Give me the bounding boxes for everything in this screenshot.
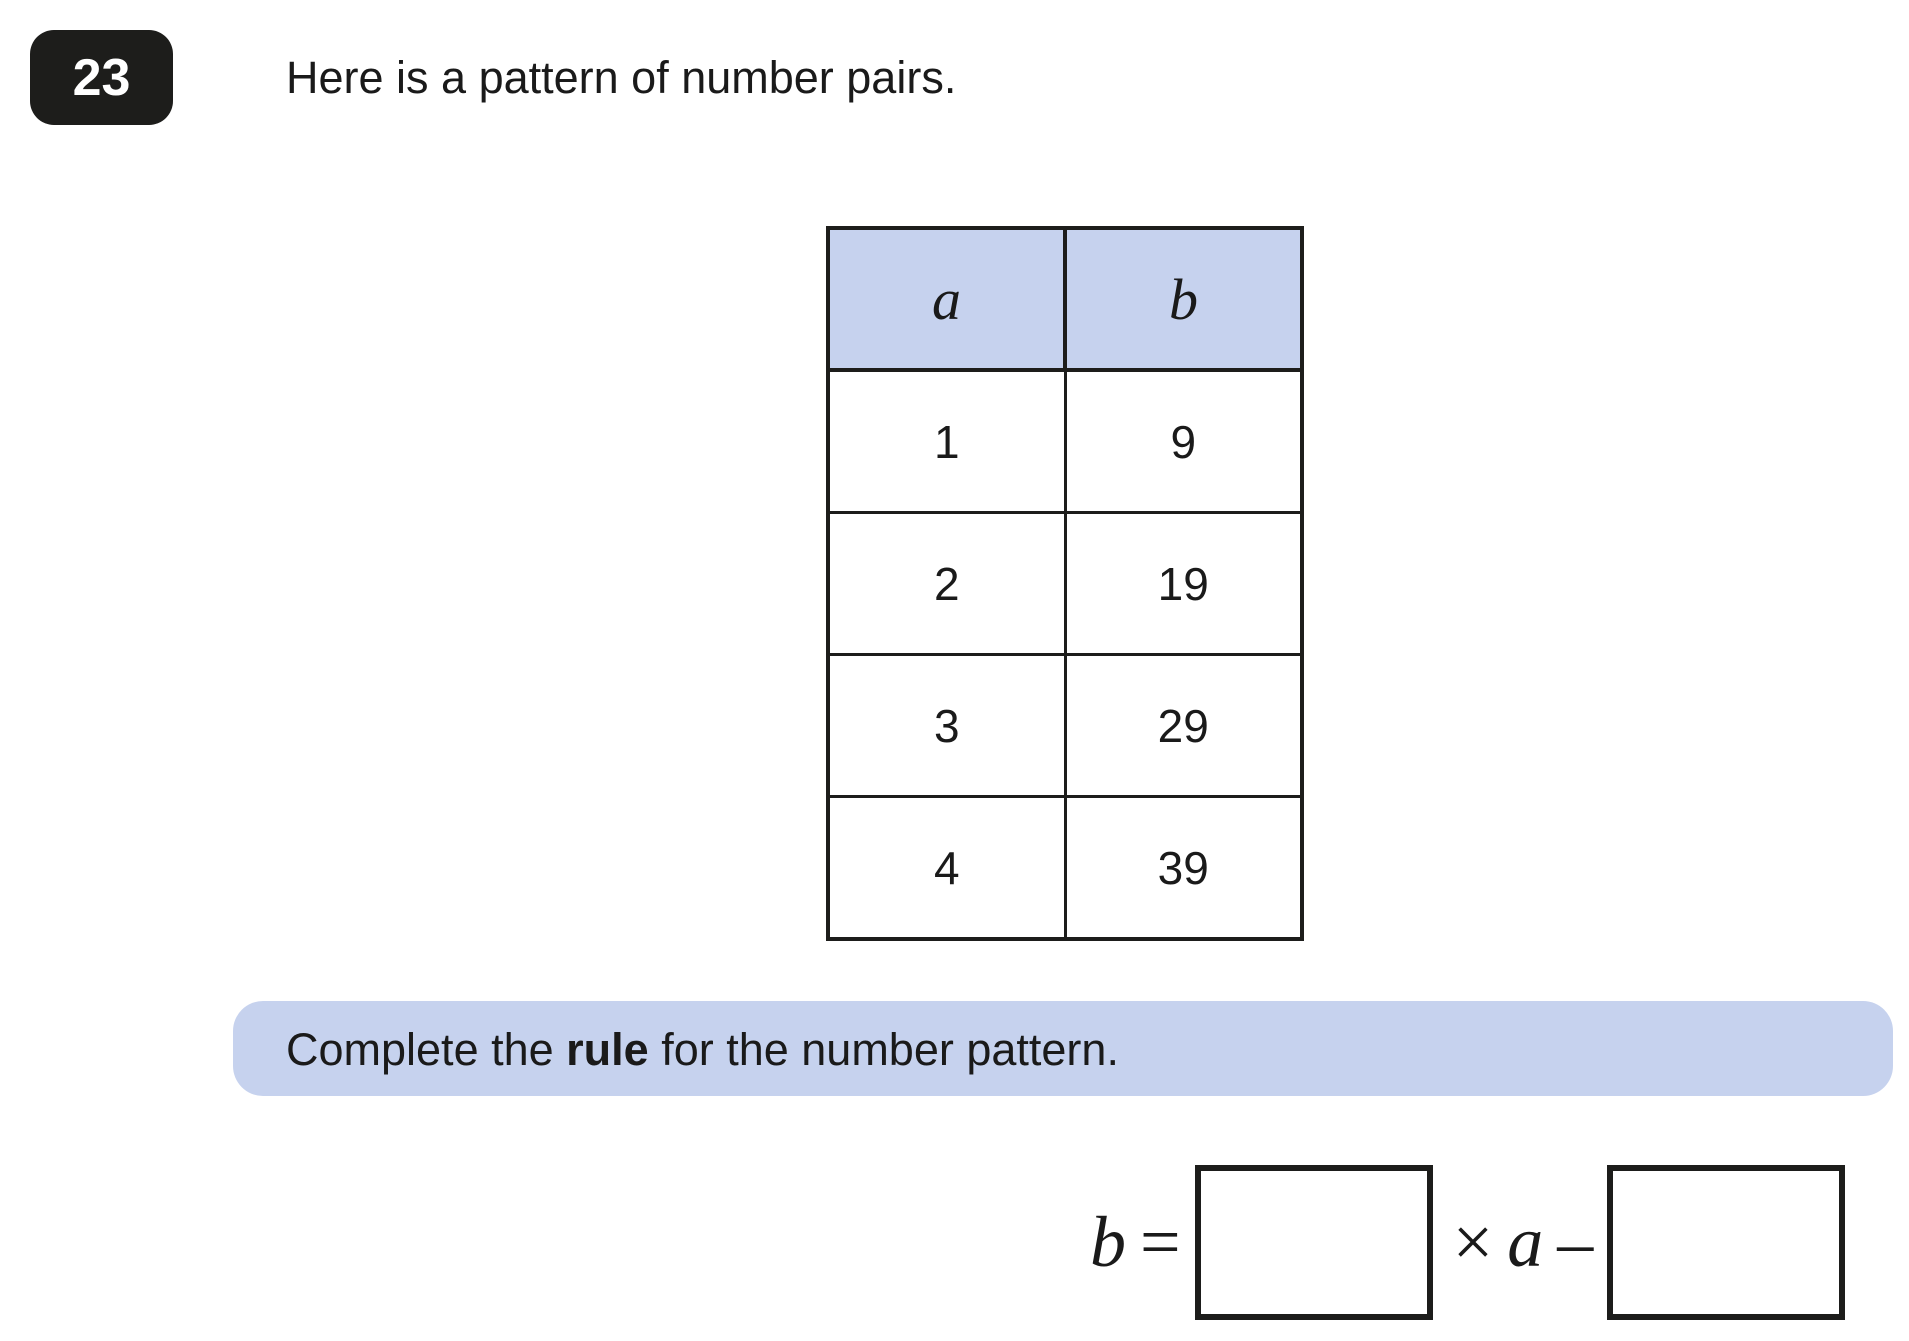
question-number: 23	[72, 48, 131, 107]
rule-times: ×	[1452, 1202, 1494, 1282]
table-row	[828, 370, 1302, 513]
answer-box-subtract[interactable]	[1607, 1165, 1845, 1320]
rule-equation	[1090, 1165, 1845, 1320]
cell-b: 19	[1065, 513, 1302, 655]
table-row	[828, 655, 1302, 797]
cell-a: 2	[828, 513, 1065, 655]
rule-equals: =	[1140, 1202, 1181, 1282]
instruction-text	[286, 1022, 1119, 1078]
table-row	[828, 797, 1302, 940]
header-b: b	[1065, 228, 1302, 370]
table-row	[828, 513, 1302, 655]
table-header-row	[828, 228, 1302, 370]
cell-a: 1	[828, 370, 1065, 513]
number-pairs-table	[826, 226, 1304, 941]
cell-a: 3	[828, 655, 1065, 797]
answer-box-multiplier[interactable]	[1195, 1165, 1433, 1320]
cell-b: 9	[1065, 370, 1302, 513]
cell-b: 29	[1065, 655, 1302, 797]
cell-b: 39	[1065, 797, 1302, 940]
instruction-after: for the number pattern.	[648, 1024, 1119, 1075]
rule-minus: –	[1557, 1202, 1594, 1282]
header-a: a	[828, 228, 1065, 370]
instruction-bold: rule	[566, 1024, 649, 1075]
instruction-before: Complete the	[286, 1024, 567, 1075]
question-intro: Here is a pattern of number pairs.	[286, 52, 957, 103]
cell-a: 4	[828, 797, 1065, 940]
question-number-badge	[30, 30, 173, 125]
rule-lhs: b	[1090, 1202, 1126, 1282]
rule-var: a	[1507, 1202, 1544, 1282]
